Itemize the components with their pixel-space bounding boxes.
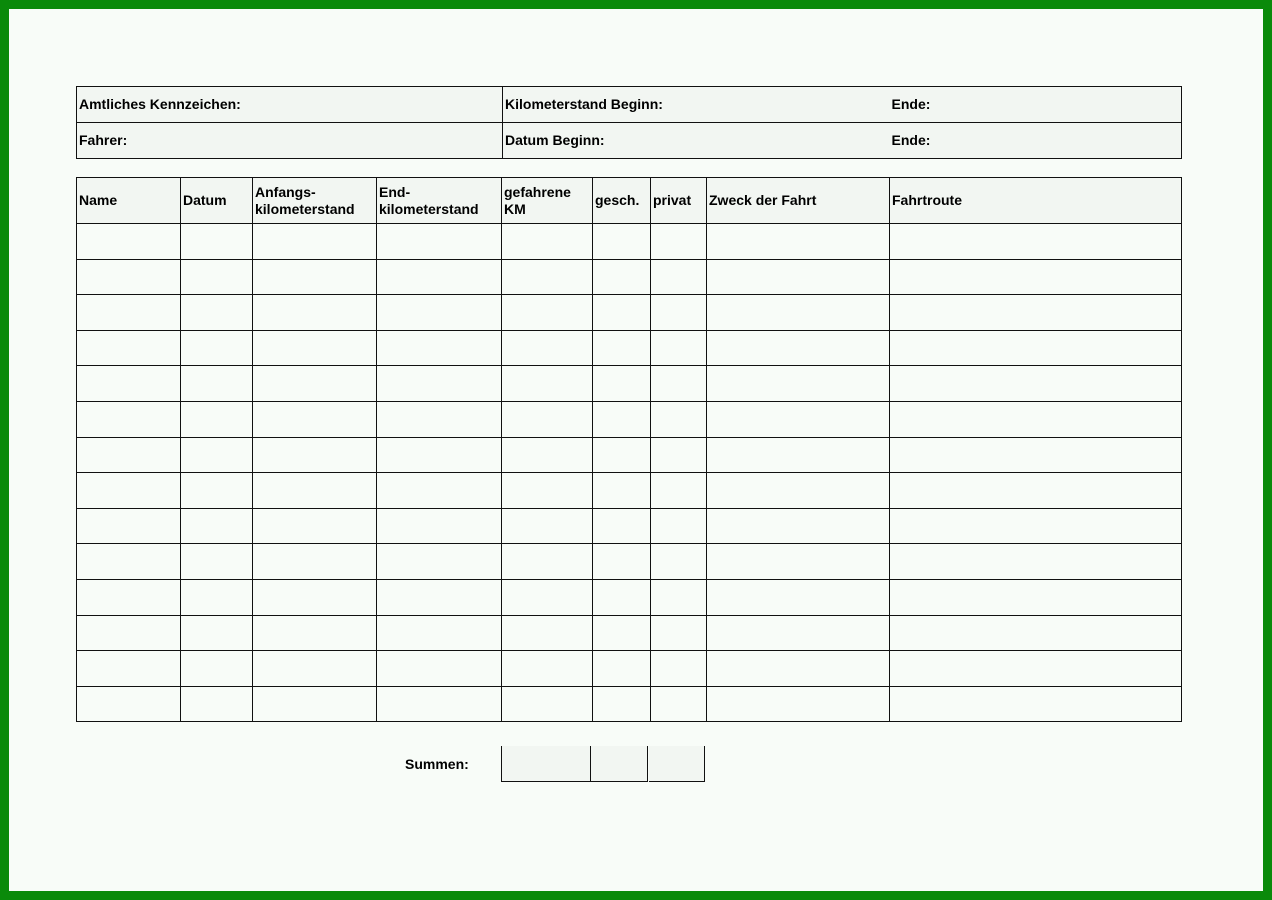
table-cell[interactable] <box>651 579 707 615</box>
table-cell[interactable] <box>77 366 181 402</box>
table-cell[interactable] <box>593 579 651 615</box>
table-cell[interactable] <box>890 579 1182 615</box>
table-cell[interactable] <box>77 686 181 722</box>
table-cell[interactable] <box>502 366 593 402</box>
table-row <box>77 473 1182 509</box>
table-cell[interactable] <box>593 330 651 366</box>
table-row <box>77 615 1182 651</box>
table-cell[interactable] <box>181 473 253 509</box>
table-cell[interactable] <box>651 615 707 651</box>
table-row <box>77 295 1182 331</box>
table-row <box>77 366 1182 402</box>
table-cell[interactable] <box>181 544 253 580</box>
table-cell[interactable] <box>377 366 502 402</box>
table-header-row <box>77 178 1182 224</box>
table-cell[interactable] <box>377 544 502 580</box>
column-header: Anfangs- kilometerstand <box>253 178 377 224</box>
table-cell[interactable] <box>77 651 181 687</box>
table-cell[interactable] <box>502 259 593 295</box>
table-cell[interactable] <box>77 224 181 260</box>
table-cell[interactable] <box>253 259 377 295</box>
km-beginn-field[interactable]: Kilometerstand Beginn: <box>503 87 890 123</box>
column-header: gesch. <box>593 178 651 224</box>
table-cell[interactable] <box>890 295 1182 331</box>
table-cell[interactable] <box>593 437 651 473</box>
table-cell[interactable] <box>707 330 890 366</box>
table-cell[interactable] <box>253 295 377 331</box>
table-cell[interactable] <box>181 508 253 544</box>
table-cell[interactable] <box>890 651 1182 687</box>
table-cell[interactable] <box>77 330 181 366</box>
table-cell[interactable] <box>707 473 890 509</box>
table-cell[interactable] <box>890 508 1182 544</box>
table-cell[interactable] <box>651 295 707 331</box>
page-frame <box>9 9 1263 891</box>
table-cell[interactable] <box>651 651 707 687</box>
table-cell[interactable] <box>707 686 890 722</box>
table-cell[interactable] <box>593 508 651 544</box>
table-cell[interactable] <box>651 508 707 544</box>
table-cell[interactable] <box>377 330 502 366</box>
table-cell[interactable] <box>651 437 707 473</box>
km-ende-field[interactable]: Ende: <box>890 87 1182 123</box>
table-cell[interactable] <box>502 473 593 509</box>
table-cell[interactable] <box>593 295 651 331</box>
table-cell[interactable] <box>77 579 181 615</box>
table-cell[interactable] <box>377 615 502 651</box>
table-cell[interactable] <box>253 579 377 615</box>
table-cell[interactable] <box>651 686 707 722</box>
table-cell[interactable] <box>651 401 707 437</box>
table-cell[interactable] <box>181 295 253 331</box>
table-cell[interactable] <box>593 544 651 580</box>
table-cell[interactable] <box>181 259 253 295</box>
table-cell[interactable] <box>77 295 181 331</box>
table-cell[interactable] <box>593 224 651 260</box>
table-cell[interactable] <box>593 651 651 687</box>
table-cell[interactable] <box>253 437 377 473</box>
table-row <box>77 544 1182 580</box>
table-cell[interactable] <box>707 224 890 260</box>
column-header: Fahrtroute <box>890 178 1182 224</box>
table-cell[interactable] <box>890 686 1182 722</box>
table-row <box>77 437 1182 473</box>
table-row <box>77 508 1182 544</box>
table-cell[interactable] <box>593 686 651 722</box>
table-cell[interactable] <box>502 224 593 260</box>
table-cell[interactable] <box>253 473 377 509</box>
table-cell[interactable] <box>181 330 253 366</box>
table-row <box>77 224 1182 260</box>
table-cell[interactable] <box>651 366 707 402</box>
sum-gefahrene-km-cell[interactable] <box>501 746 591 782</box>
column-header: Zweck der Fahrt <box>707 178 890 224</box>
table-cell[interactable] <box>377 259 502 295</box>
table-cell[interactable] <box>651 224 707 260</box>
table-cell[interactable] <box>253 508 377 544</box>
table-cell[interactable] <box>502 615 593 651</box>
column-header: End- kilometerstand <box>377 178 502 224</box>
table-cell[interactable] <box>890 473 1182 509</box>
table-cell[interactable] <box>502 651 593 687</box>
column-header: Datum <box>181 178 253 224</box>
table-cell[interactable] <box>377 401 502 437</box>
table-cell[interactable] <box>181 224 253 260</box>
table-cell[interactable] <box>77 259 181 295</box>
table-cell[interactable] <box>181 651 253 687</box>
table-cell[interactable] <box>377 508 502 544</box>
table-cell[interactable] <box>707 366 890 402</box>
table-cell[interactable] <box>593 366 651 402</box>
table-cell[interactable] <box>181 437 253 473</box>
table-cell[interactable] <box>253 224 377 260</box>
table-cell[interactable] <box>593 473 651 509</box>
table-row <box>77 259 1182 295</box>
table-cell[interactable] <box>181 579 253 615</box>
table-cell[interactable] <box>77 401 181 437</box>
column-header: gefahrene KM <box>502 178 593 224</box>
table-cell[interactable] <box>377 295 502 331</box>
sums-row <box>76 746 1181 783</box>
table-cell[interactable] <box>890 437 1182 473</box>
table-row <box>77 579 1182 615</box>
table-cell[interactable] <box>377 651 502 687</box>
column-header: privat <box>651 178 707 224</box>
table-cell[interactable] <box>890 615 1182 651</box>
sum-privat-cell[interactable] <box>649 746 705 782</box>
table-cell[interactable] <box>502 544 593 580</box>
table-cell[interactable] <box>181 686 253 722</box>
table-cell[interactable] <box>502 579 593 615</box>
table-cell[interactable] <box>253 686 377 722</box>
trip-log-table <box>76 177 1182 722</box>
table-cell[interactable] <box>707 295 890 331</box>
fahrer-field[interactable]: Fahrer: <box>77 123 503 159</box>
table-cell[interactable] <box>377 437 502 473</box>
table-cell[interactable] <box>890 401 1182 437</box>
table-cell[interactable] <box>707 615 890 651</box>
table-cell[interactable] <box>707 259 890 295</box>
datum-beginn-field[interactable]: Datum Beginn: <box>503 123 890 159</box>
table-cell[interactable] <box>707 437 890 473</box>
table-cell[interactable] <box>253 651 377 687</box>
table-cell[interactable] <box>377 686 502 722</box>
table-cell[interactable] <box>890 259 1182 295</box>
table-cell[interactable] <box>377 224 502 260</box>
table-cell[interactable] <box>181 366 253 402</box>
vehicle-info-table <box>76 86 1182 159</box>
table-cell[interactable] <box>253 544 377 580</box>
kennzeichen-field[interactable]: Amtliches Kennzeichen: <box>77 87 503 123</box>
table-cell[interactable] <box>377 579 502 615</box>
table-cell[interactable] <box>707 508 890 544</box>
table-cell[interactable] <box>651 330 707 366</box>
table-body <box>77 224 1182 722</box>
table-cell[interactable] <box>890 330 1182 366</box>
table-cell[interactable] <box>77 437 181 473</box>
table-row <box>77 401 1182 437</box>
table-row <box>77 686 1182 722</box>
table-cell[interactable] <box>707 579 890 615</box>
table-cell[interactable] <box>181 401 253 437</box>
table-cell[interactable] <box>77 544 181 580</box>
column-header: Name <box>77 178 181 224</box>
table-cell[interactable] <box>77 615 181 651</box>
table-cell[interactable] <box>77 473 181 509</box>
table-cell[interactable] <box>651 544 707 580</box>
table-cell[interactable] <box>77 508 181 544</box>
table-cell[interactable] <box>890 366 1182 402</box>
table-cell[interactable] <box>651 259 707 295</box>
table-cell[interactable] <box>890 224 1182 260</box>
table-cell[interactable] <box>253 366 377 402</box>
table-cell[interactable] <box>890 544 1182 580</box>
table-cell[interactable] <box>181 615 253 651</box>
table-cell[interactable] <box>707 544 890 580</box>
datum-ende-field[interactable]: Ende: <box>890 123 1182 159</box>
logbook-sheet <box>76 86 1181 772</box>
table-cell[interactable] <box>502 437 593 473</box>
table-cell[interactable] <box>502 330 593 366</box>
table-cell[interactable] <box>253 615 377 651</box>
table-cell[interactable] <box>502 295 593 331</box>
table-cell[interactable] <box>593 615 651 651</box>
sum-gesch-cell[interactable] <box>591 746 648 782</box>
table-cell[interactable] <box>253 330 377 366</box>
table-cell[interactable] <box>502 686 593 722</box>
table-cell[interactable] <box>593 401 651 437</box>
table-cell[interactable] <box>593 259 651 295</box>
sums-label: Summen: <box>405 756 469 772</box>
table-cell[interactable] <box>502 401 593 437</box>
table-row <box>77 651 1182 687</box>
table-cell[interactable] <box>707 401 890 437</box>
table-row <box>77 330 1182 366</box>
table-cell[interactable] <box>253 401 377 437</box>
table-cell[interactable] <box>502 508 593 544</box>
table-cell[interactable] <box>707 651 890 687</box>
table-cell[interactable] <box>377 473 502 509</box>
table-cell[interactable] <box>651 473 707 509</box>
